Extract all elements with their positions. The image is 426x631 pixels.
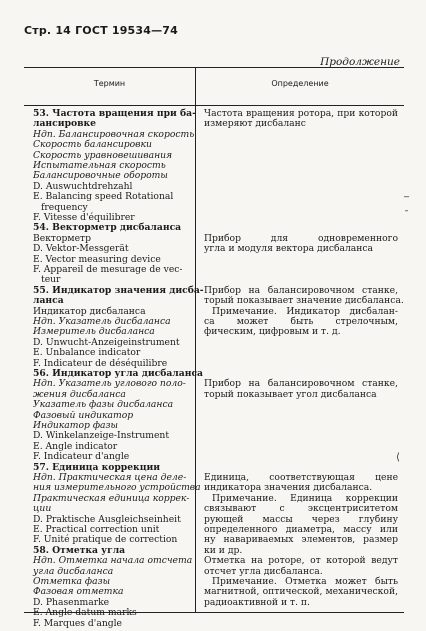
definition-line: радиоактивной и т. п. xyxy=(204,596,310,608)
term-line: Измеритель дисбаланса xyxy=(33,326,155,338)
definition-line: угла и модуля вектора дисбаланса xyxy=(204,243,374,255)
term-line: E. Vector measuring device xyxy=(33,253,161,265)
term-line: Индикатор фазы xyxy=(33,420,118,431)
definition-line: отсчет угла дисбаланса. xyxy=(204,565,323,577)
term-line: 58. Отметка угла xyxy=(33,544,126,556)
term-line: F. Unité pratique de correction xyxy=(33,534,178,546)
term-line: Фазовая отметка xyxy=(33,586,124,598)
term-line: Индикатор дисбаланса xyxy=(33,305,146,317)
column-divider xyxy=(195,68,196,612)
header-separator xyxy=(24,105,404,106)
term-line: 53. Частота вращения при ба- xyxy=(33,108,196,119)
definition-line: Прибор на балансировочном станке, xyxy=(204,284,398,296)
term-line: E. Unbalance indicator xyxy=(33,347,141,359)
term-line: teur xyxy=(41,274,61,286)
term-line: D. Vektor-Messgerät xyxy=(33,243,129,255)
term-line: 56. Индикатор угла дисбаланса xyxy=(33,368,204,379)
definition-line: фическим, цифровым и т. д. xyxy=(204,326,341,338)
terms-table xyxy=(24,67,404,629)
term-line: ции xyxy=(33,503,52,515)
definition-line: ну навариваемых элементов, размер xyxy=(204,534,398,546)
term-line: ланса xyxy=(33,295,64,307)
term-line: Ндп. Практическая цена деле- xyxy=(33,472,187,483)
term-line: Ндп. Указатель углового поло- xyxy=(33,378,186,390)
definition-line: Частота вращения ротора, при которой xyxy=(204,108,398,119)
definition-line: индикатора значения дисбаланса. xyxy=(204,482,373,494)
definition-line: измеряют дисбаланс xyxy=(204,118,306,130)
term-line: frequency xyxy=(41,201,88,213)
term-line: ния измерительного устройства xyxy=(33,482,201,494)
term-line: D. Phasenmarke xyxy=(33,596,110,608)
column-header-term: Термин xyxy=(93,79,126,88)
term-line: E. Practical correction unit xyxy=(33,524,160,535)
term-line: F. Marques d'angle xyxy=(33,617,122,629)
term-line: D. Auswuchtdrehzahl xyxy=(33,180,133,192)
term-line: F. Appareil de mesurage de vec- xyxy=(33,264,183,275)
definition-line: определенного диаметра, массу или xyxy=(204,524,398,535)
term-line: 54. Векторметр дисбаланса xyxy=(33,222,182,234)
term-line: Отметка фазы xyxy=(33,576,111,587)
term-line: E. Angle datum marks xyxy=(33,607,137,619)
term-line: Векторметр xyxy=(33,232,91,244)
definition-line: рующей массы через глубину xyxy=(204,513,398,525)
term-line: Практическая единица коррек- xyxy=(33,492,190,504)
term-line: F. Indicateur de déséquilibre xyxy=(33,357,168,369)
term-line: 55. Индикатор значения дисба- xyxy=(33,284,204,296)
term-line: Балансировочные обороты xyxy=(33,170,168,182)
column-header-definition: Определение xyxy=(271,79,329,88)
definition-line: торый показывает угол дисбаланса xyxy=(204,388,377,400)
definition-line: связывают с эксцентриситетом xyxy=(204,503,398,515)
definition-line: Примечание. Единица коррекции xyxy=(212,492,398,504)
term-line: Фазовый индикатор xyxy=(33,409,134,421)
margin-mark: ‾ xyxy=(404,196,409,207)
term-line: жения дисбаланса xyxy=(33,388,126,400)
term-line: 57. Единица коррекции xyxy=(33,461,161,473)
term-line: F. Indicateur d'angle xyxy=(33,451,130,463)
definition-line: магнитной, оптической, механической, xyxy=(204,586,398,598)
term-line: Испытательная скорость xyxy=(33,160,166,171)
continuation-label: Продолжение xyxy=(320,56,400,68)
term-line: E. Balancing speed Rotational xyxy=(33,191,174,203)
definition-line: Единица, соответствующая цене xyxy=(204,472,398,483)
definition-line: Прибор на балансировочном станке, xyxy=(204,378,398,390)
definition-line: Примечание. Отметка может быть xyxy=(212,576,398,587)
term-line: D. Praktische Ausgleichseinheit xyxy=(33,513,181,525)
margin-mark: ⟨ xyxy=(396,452,400,463)
term-line: угла дисбаланса xyxy=(33,565,114,577)
term-line: Скорость уравновешивания xyxy=(33,149,173,161)
definition-line: Отметка на роторе, от которой ведут xyxy=(204,555,398,567)
definition-line: са может быть стрелочным, xyxy=(204,316,398,327)
term-line: Ндп. Отметка начала отсчета xyxy=(33,555,193,567)
definition-line: Прибор для одновременного xyxy=(204,232,398,244)
term-line: Указатель фазы дисбаланса xyxy=(33,399,174,411)
definition-line: ки и др. xyxy=(204,544,243,556)
term-line: D. Winkelanzeige-Instrument xyxy=(33,430,170,442)
definition-line: Примечание. Индикатор дисбалан- xyxy=(212,305,398,317)
definition-line: торый показывает значение дисбаланса. xyxy=(204,295,404,307)
term-line: Скорость балансировки xyxy=(33,139,152,151)
term-line: E. Angle indicator xyxy=(33,440,118,452)
term-line: D. Unwucht-Anzeigeinstrument xyxy=(33,336,180,348)
page-header: Стр. 14 ГОСТ 19534—74 xyxy=(24,24,179,37)
margin-mark: ¯ xyxy=(404,210,409,221)
term-line: Ндп. Балансировочная скорость xyxy=(33,128,195,140)
term-line: Ндп. Указатель дисбаланса xyxy=(33,316,171,327)
term-line: лансировке xyxy=(33,118,96,130)
term-line: F. Vitesse d'équilibrer xyxy=(33,212,135,223)
